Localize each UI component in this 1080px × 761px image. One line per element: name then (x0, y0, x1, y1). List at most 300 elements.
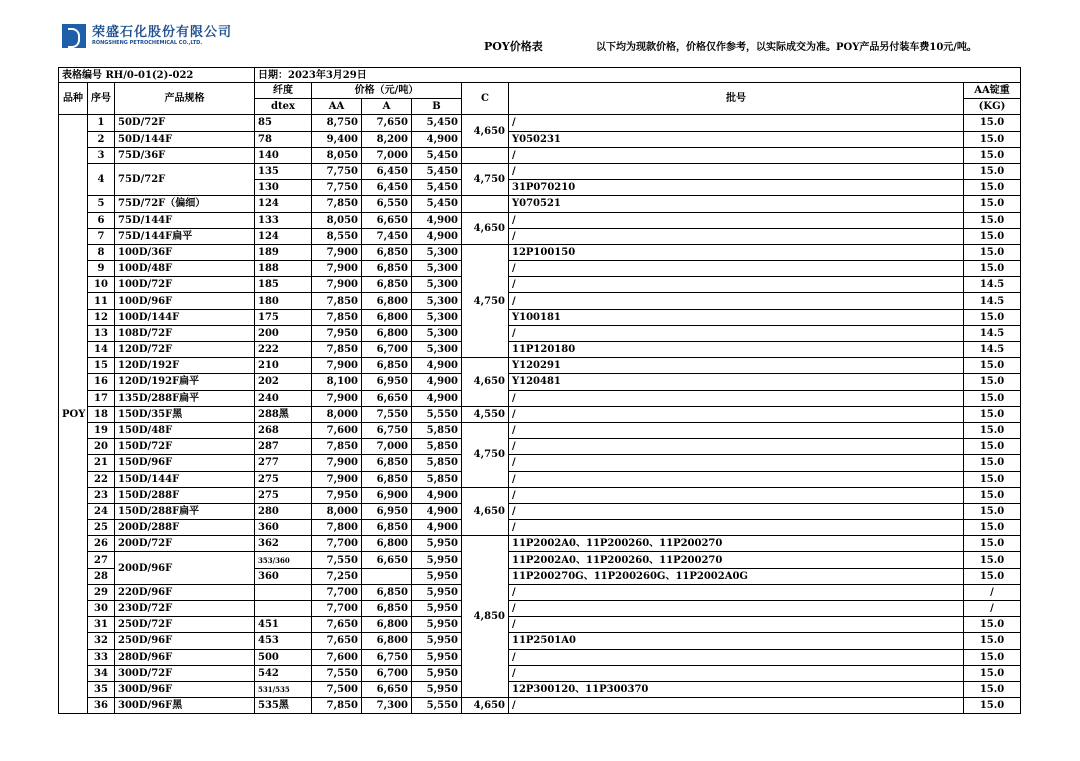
batch-number: / (509, 228, 964, 244)
price-aa: 7,850 (312, 342, 362, 358)
price-aa: 7,850 (312, 309, 362, 325)
aa-weight: 15.0 (964, 212, 1021, 228)
price-aa: 7,550 (312, 665, 362, 681)
price-a: 8,200 (362, 131, 412, 147)
product-spec: 100D/36F (115, 244, 255, 260)
product-spec: 108D/72F (115, 325, 255, 341)
price-aa: 9,400 (312, 131, 362, 147)
header-fineness: 纤度 (255, 83, 312, 99)
batch-number: 11P2002A0、11P200260、11P200270 (509, 552, 964, 568)
row-number: 20 (88, 439, 115, 455)
price-a: 6,850 (362, 277, 412, 293)
company-logo (62, 24, 232, 48)
aa-weight: 15.0 (964, 390, 1021, 406)
price-b: 5,450 (412, 147, 462, 163)
row-number: 28 (88, 568, 115, 584)
row-number: 25 (88, 520, 115, 536)
product-spec: 75D/144F扁平 (115, 228, 255, 244)
header-aa: AA (312, 99, 362, 115)
aa-weight: 14.5 (964, 342, 1021, 358)
price-a: 6,800 (362, 293, 412, 309)
price-b: 5,950 (412, 552, 462, 568)
product-spec: 200D/288F (115, 520, 255, 536)
price-b: 5,300 (412, 293, 462, 309)
price-b: 5,950 (412, 601, 462, 617)
batch-number: 11P2501A0 (509, 633, 964, 649)
company-name-cn: 荣盛石化股份有限公司 (92, 25, 233, 40)
price-c: 4,750 (462, 163, 509, 195)
aa-weight: 15.0 (964, 228, 1021, 244)
price-a: 6,950 (362, 503, 412, 519)
price-b: 5,950 (412, 617, 462, 633)
row-number: 2 (88, 131, 115, 147)
price-aa: 7,600 (312, 649, 362, 665)
price-b: 5,950 (412, 665, 462, 681)
price-aa: 7,900 (312, 261, 362, 277)
batch-number: Y100181 (509, 309, 964, 325)
price-a: 6,650 (362, 212, 412, 228)
row-number: 31 (88, 617, 115, 633)
price-a: 7,650 (362, 115, 412, 131)
price-aa: 8,000 (312, 503, 362, 519)
price-a: 6,850 (362, 601, 412, 617)
aa-weight: 15.0 (964, 115, 1021, 131)
row-number: 14 (88, 342, 115, 358)
price-a: 6,800 (362, 536, 412, 552)
row-number: 27 (88, 552, 115, 568)
batch-number: / (509, 277, 964, 293)
batch-number: / (509, 261, 964, 277)
aa-weight: 15.0 (964, 406, 1021, 422)
product-spec: 230D/72F (115, 601, 255, 617)
batch-number: / (509, 455, 964, 471)
price-a: 6,750 (362, 422, 412, 438)
product-spec: 135D/288F扁平 (115, 390, 255, 406)
fineness-dtex: 200 (255, 325, 312, 341)
table-row (59, 293, 1021, 309)
price-b: 5,550 (412, 406, 462, 422)
aa-weight: / (964, 584, 1021, 600)
batch-number: / (509, 584, 964, 600)
aa-weight: 15.0 (964, 374, 1021, 390)
price-a: 6,850 (362, 520, 412, 536)
price-c: 4,750 (462, 244, 509, 357)
fineness-dtex: 180 (255, 293, 312, 309)
product-spec: 120D/192F (115, 358, 255, 374)
price-b: 5,450 (412, 180, 462, 196)
product-spec: 75D/72F（偏细） (115, 196, 255, 212)
price-a: 6,800 (362, 617, 412, 633)
row-number: 19 (88, 422, 115, 438)
batch-number: / (509, 520, 964, 536)
row-number: 6 (88, 212, 115, 228)
row-number: 33 (88, 649, 115, 665)
product-spec: 100D/48F (115, 261, 255, 277)
table-row (59, 228, 1021, 244)
row-number: 22 (88, 471, 115, 487)
company-name-en: RONGSHENG PETROCHEMICAL CO.,LTD. (92, 40, 203, 46)
price-a: 6,650 (362, 681, 412, 697)
table-row (59, 665, 1021, 681)
row-number: 35 (88, 681, 115, 697)
table-row (59, 277, 1021, 293)
batch-number: / (509, 406, 964, 422)
price-a: 6,850 (362, 471, 412, 487)
batch-number: / (509, 487, 964, 503)
table-row (59, 261, 1021, 277)
price-table (58, 67, 1021, 714)
header-aa-weight: AA锭重 (964, 83, 1021, 99)
price-aa: 7,850 (312, 293, 362, 309)
price-note: 以下均为现款价格，价格仅作参考，以实际成交为准。POY产品另付装车费10元/吨。 (596, 42, 977, 53)
price-a: 6,450 (362, 163, 412, 179)
table-row (59, 552, 1021, 568)
price-b: 4,900 (412, 390, 462, 406)
row-number: 11 (88, 293, 115, 309)
price-aa: 7,900 (312, 358, 362, 374)
price-aa: 7,900 (312, 471, 362, 487)
product-spec: 150D/288F (115, 487, 255, 503)
aa-weight: 15.0 (964, 552, 1021, 568)
price-a: 7,550 (362, 406, 412, 422)
aa-weight: / (964, 601, 1021, 617)
product-spec: 75D/36F (115, 147, 255, 163)
price-aa: 7,550 (312, 552, 362, 568)
price-aa: 8,750 (312, 115, 362, 131)
price-a: 6,650 (362, 390, 412, 406)
product-spec: 250D/96F (115, 633, 255, 649)
price-aa: 7,650 (312, 617, 362, 633)
row-number: 30 (88, 601, 115, 617)
row-number: 7 (88, 228, 115, 244)
product-spec: 150D/35F黑 (115, 406, 255, 422)
price-b: 4,900 (412, 374, 462, 390)
batch-number: Y070521 (509, 196, 964, 212)
product-spec: 220D/96F (115, 584, 255, 600)
batch-number: 11P200270G、11P200260G、11P2002A0G (509, 568, 964, 584)
price-b: 5,550 (412, 698, 462, 714)
aa-weight: 15.0 (964, 520, 1021, 536)
fineness-dtex: 133 (255, 212, 312, 228)
product-spec: 100D/144F (115, 309, 255, 325)
product-spec: 75D/72F (115, 163, 255, 195)
form-number: 表格编号 RH/0-01(2)-022 (59, 68, 255, 83)
fineness-dtex: 135 (255, 163, 312, 179)
price-a: 6,800 (362, 309, 412, 325)
price-a: 6,850 (362, 358, 412, 374)
price-b: 4,900 (412, 503, 462, 519)
table-row (59, 584, 1021, 600)
product-spec: 150D/144F (115, 471, 255, 487)
row-number: 10 (88, 277, 115, 293)
row-number: 29 (88, 584, 115, 600)
price-a: 7,000 (362, 439, 412, 455)
price-a: 6,550 (362, 196, 412, 212)
batch-number: 11P120180 (509, 342, 964, 358)
price-aa: 8,550 (312, 228, 362, 244)
price-c: 4,650 (462, 212, 509, 244)
aa-weight: 15.0 (964, 244, 1021, 260)
fineness-dtex: 175 (255, 309, 312, 325)
batch-number: / (509, 471, 964, 487)
batch-number: / (509, 649, 964, 665)
aa-weight: 15.0 (964, 439, 1021, 455)
price-c: 4,750 (462, 422, 509, 487)
fineness-dtex: 542 (255, 665, 312, 681)
fineness-dtex: 360 (255, 568, 312, 584)
price-c: 4,650 (462, 698, 509, 714)
table-row (59, 131, 1021, 147)
batch-number: 12P100150 (509, 244, 964, 260)
price-b: 4,900 (412, 520, 462, 536)
product-spec: 75D/144F (115, 212, 255, 228)
table-row (59, 649, 1021, 665)
price-a: 6,900 (362, 487, 412, 503)
price-b: 5,300 (412, 342, 462, 358)
table-row (59, 406, 1021, 422)
aa-weight: 15.0 (964, 698, 1021, 714)
fineness-dtex: 500 (255, 649, 312, 665)
aa-weight: 15.0 (964, 503, 1021, 519)
row-number: 5 (88, 196, 115, 212)
fineness-dtex: 275 (255, 471, 312, 487)
aa-weight: 15.0 (964, 180, 1021, 196)
batch-number: / (509, 212, 964, 228)
price-aa: 7,750 (312, 180, 362, 196)
fineness-dtex: 140 (255, 147, 312, 163)
product-spec: 300D/96F黑 (115, 698, 255, 714)
price-c: 4,650 (462, 115, 509, 147)
row-number: 26 (88, 536, 115, 552)
aa-weight: 15.0 (964, 617, 1021, 633)
price-aa: 7,750 (312, 163, 362, 179)
aa-weight: 14.5 (964, 277, 1021, 293)
price-b: 5,450 (412, 196, 462, 212)
batch-number: 31P070210 (509, 180, 964, 196)
price-c: 4,650 (462, 487, 509, 536)
row-number: 16 (88, 374, 115, 390)
batch-number: / (509, 163, 964, 179)
table-row (59, 503, 1021, 519)
product-spec: 150D/288F扁平 (115, 503, 255, 519)
row-number: 12 (88, 309, 115, 325)
aa-weight: 15.0 (964, 422, 1021, 438)
aa-weight: 15.0 (964, 261, 1021, 277)
price-b: 5,850 (412, 471, 462, 487)
price-aa: 8,050 (312, 147, 362, 163)
fineness-dtex: 124 (255, 228, 312, 244)
table-row (59, 422, 1021, 438)
price-b: 5,300 (412, 277, 462, 293)
product-spec: 300D/72F (115, 665, 255, 681)
fineness-dtex: 188 (255, 261, 312, 277)
row-number: 34 (88, 665, 115, 681)
aa-weight: 15.0 (964, 163, 1021, 179)
price-b: 5,950 (412, 649, 462, 665)
fineness-dtex: 78 (255, 131, 312, 147)
row-number: 4 (88, 163, 115, 195)
row-number: 32 (88, 633, 115, 649)
price-aa: 7,700 (312, 601, 362, 617)
fineness-dtex: 353/360 (255, 552, 312, 568)
price-aa: 7,900 (312, 455, 362, 471)
product-spec: 50D/72F (115, 115, 255, 131)
price-b: 5,950 (412, 568, 462, 584)
table-row (59, 633, 1021, 649)
price-aa: 7,850 (312, 439, 362, 455)
header-c: C (462, 83, 509, 115)
fineness-dtex: 531/535 (255, 681, 312, 697)
fineness-dtex: 287 (255, 439, 312, 455)
price-a: 6,650 (362, 552, 412, 568)
row-number: 1 (88, 115, 115, 131)
product-spec: 300D/96F (115, 681, 255, 697)
aa-weight: 15.0 (964, 681, 1021, 697)
table-row (59, 471, 1021, 487)
aa-weight: 15.0 (964, 536, 1021, 552)
table-row (59, 212, 1021, 228)
row-number: 24 (88, 503, 115, 519)
aa-weight: 15.0 (964, 568, 1021, 584)
table-row (59, 342, 1021, 358)
batch-number: 11P2002A0、11P200260、11P200270 (509, 536, 964, 552)
document-title: POY价格表 (484, 40, 543, 53)
fineness-dtex: 288黑 (255, 406, 312, 422)
price-c (462, 196, 509, 212)
header-batch: 批号 (509, 83, 964, 115)
price-aa: 8,050 (312, 212, 362, 228)
price-aa: 8,100 (312, 374, 362, 390)
product-spec: 50D/144F (115, 131, 255, 147)
product-spec: 100D/72F (115, 277, 255, 293)
row-number: 23 (88, 487, 115, 503)
price-a (362, 568, 412, 584)
fineness-dtex: 222 (255, 342, 312, 358)
aa-weight: 14.5 (964, 325, 1021, 341)
variety-cell: POY (59, 115, 88, 714)
fineness-dtex: 280 (255, 503, 312, 519)
price-b: 5,300 (412, 261, 462, 277)
row-number: 3 (88, 147, 115, 163)
header-a: A (362, 99, 412, 115)
price-aa: 7,250 (312, 568, 362, 584)
fineness-dtex: 210 (255, 358, 312, 374)
table-row (59, 536, 1021, 552)
table-row (59, 244, 1021, 260)
product-spec: 200D/96F (115, 552, 255, 584)
price-b: 5,950 (412, 536, 462, 552)
price-a: 6,450 (362, 180, 412, 196)
table-row (59, 601, 1021, 617)
price-b: 4,900 (412, 131, 462, 147)
fineness-dtex (255, 584, 312, 600)
table-row (59, 455, 1021, 471)
table-row (59, 325, 1021, 341)
price-a: 6,850 (362, 455, 412, 471)
product-spec: 120D/72F (115, 342, 255, 358)
table-row (59, 681, 1021, 697)
aa-weight: 15.0 (964, 309, 1021, 325)
price-aa: 7,850 (312, 196, 362, 212)
aa-weight: 15.0 (964, 147, 1021, 163)
fineness-dtex: 360 (255, 520, 312, 536)
price-a: 7,000 (362, 147, 412, 163)
price-aa: 7,700 (312, 536, 362, 552)
price-a: 7,300 (362, 698, 412, 714)
price-b: 5,850 (412, 439, 462, 455)
fineness-dtex: 240 (255, 390, 312, 406)
fineness-dtex: 362 (255, 536, 312, 552)
batch-number: 12P300120、11P300370 (509, 681, 964, 697)
table-row (59, 309, 1021, 325)
price-aa: 7,600 (312, 422, 362, 438)
header-spec: 产品规格 (115, 83, 255, 115)
batch-number: / (509, 439, 964, 455)
price-b: 5,850 (412, 455, 462, 471)
aa-weight: 15.0 (964, 471, 1021, 487)
product-spec: 200D/72F (115, 536, 255, 552)
fineness-dtex: 124 (255, 196, 312, 212)
price-c: 4,650 (462, 358, 509, 407)
table-row (59, 374, 1021, 390)
batch-number: / (509, 503, 964, 519)
table-row (59, 617, 1021, 633)
price-b: 5,950 (412, 633, 462, 649)
fineness-dtex: 268 (255, 422, 312, 438)
table-row (59, 196, 1021, 212)
aa-weight: 15.0 (964, 649, 1021, 665)
price-a: 6,750 (362, 649, 412, 665)
batch-number: / (509, 325, 964, 341)
price-b: 4,900 (412, 487, 462, 503)
header-variety: 品种 (59, 83, 88, 115)
price-b: 5,300 (412, 244, 462, 260)
row-number: 17 (88, 390, 115, 406)
row-number: 36 (88, 698, 115, 714)
batch-number: / (509, 422, 964, 438)
price-aa: 7,900 (312, 390, 362, 406)
table-row (59, 439, 1021, 455)
batch-number: Y120291 (509, 358, 964, 374)
product-spec: 120D/192F扁平 (115, 374, 255, 390)
price-a: 6,850 (362, 261, 412, 277)
price-b: 4,900 (412, 212, 462, 228)
fineness-dtex: 451 (255, 617, 312, 633)
price-b: 5,450 (412, 115, 462, 131)
product-spec: 150D/72F (115, 439, 255, 455)
price-b: 5,450 (412, 163, 462, 179)
aa-weight: 15.0 (964, 196, 1021, 212)
price-a: 6,700 (362, 342, 412, 358)
price-aa: 7,700 (312, 584, 362, 600)
fineness-dtex: 202 (255, 374, 312, 390)
price-b: 5,300 (412, 325, 462, 341)
price-aa: 7,950 (312, 487, 362, 503)
product-spec: 150D/96F (115, 455, 255, 471)
table-row (59, 520, 1021, 536)
aa-weight: 14.5 (964, 293, 1021, 309)
header-b: B (412, 99, 462, 115)
fineness-dtex: 535黑 (255, 698, 312, 714)
batch-number: / (509, 698, 964, 714)
price-a: 6,950 (362, 374, 412, 390)
aa-weight: 15.0 (964, 487, 1021, 503)
batch-number: / (509, 293, 964, 309)
price-a: 6,800 (362, 325, 412, 341)
header-no: 序号 (88, 83, 115, 115)
table-row (59, 163, 1021, 179)
table-row (59, 115, 1021, 131)
